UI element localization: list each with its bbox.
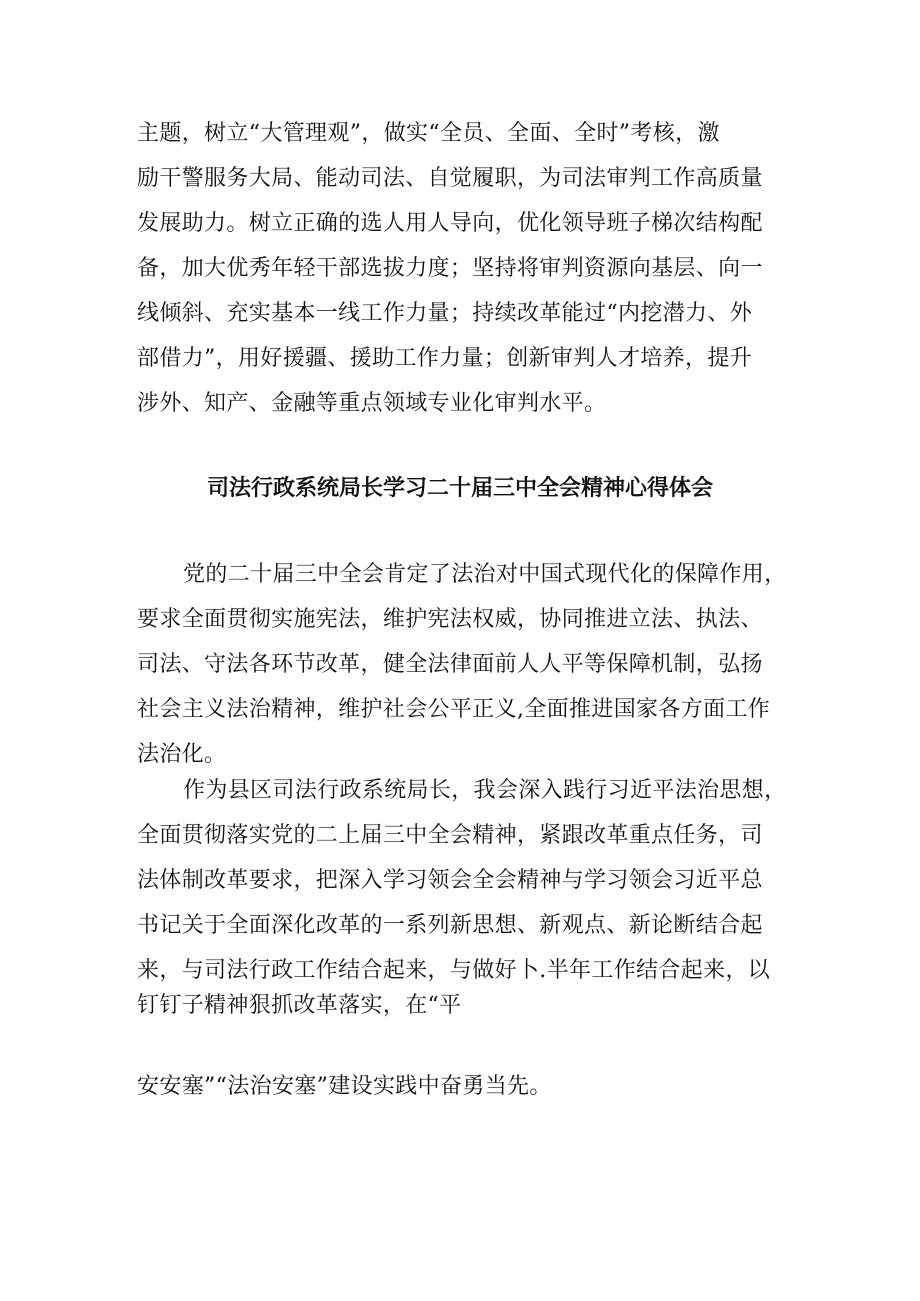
paragraph-1-line-2: 要求全面贯彻实施宪法，维护宪法权威，协同推进立法、执法、 xyxy=(137,607,763,632)
continuation-line-1: 主题，树立“大管理观”，做实“全员、全面、全时”考核，激 xyxy=(137,121,720,146)
paragraph-1-line-1: 党的二十届三中全会肯定了法治对中国式现代化的保障作用， xyxy=(183,562,787,587)
paragraph-1-line-3: 司法、守法各环节改革，健全法律面前人人平等保障机制，弘扬 xyxy=(137,652,763,677)
continuation-line-5: 线倾斜、充实基本一线工作力量；持续改革能过“内挖潜力、外 xyxy=(137,301,753,326)
continuation-line-7: 涉外、知产、金融等重点领域专业化审判水平。 xyxy=(137,391,607,416)
paragraph-1-line-4: 社会主义法治精神，维护社会公平正义,全面推进国家各方面工作 xyxy=(137,697,771,722)
paragraph-2-line-2: 全面贯彻落实党的二上届三中全会精神，紧跟改革重点任务，司 xyxy=(137,823,763,848)
continuation-line-6: 部借力”，用好援疆、援助工作力量；创新审判人才培养，提升 xyxy=(137,346,753,371)
paragraph-2-line-4: 书记关于全面深化改革的一系列新思想、新观点、新论断结合起 xyxy=(137,913,763,938)
section-heading: 司法行政系统局长学习二十届三中全会精神心得体会 xyxy=(206,476,713,501)
paragraph-2-tail-line: 安安塞”“法治安塞”建设实践中奋勇当先。 xyxy=(137,1074,552,1099)
continuation-line-2: 励干警服务大局、能动司法、自觉履职，为司法审判工作高质量 xyxy=(137,166,763,191)
paragraph-2-line-3: 法体制改革要求，把深入学习领会全会精神与学习领会习近平总 xyxy=(137,868,763,893)
paragraph-2-line-6: 钉钉子精神狠抓改革落实，在“平 xyxy=(137,993,462,1018)
continuation-line-4: 备，加大优秀年轻干部选拔力度；坚持将审判资源向基层、向一 xyxy=(137,256,763,281)
paragraph-2-line-1: 作为县区司法行政系统局长，我会深入践行习近平法治思想， xyxy=(183,778,787,803)
continuation-line-3: 发展助力。树立正确的选人用人导向，优化领导班子梯次结构配 xyxy=(137,211,763,236)
paragraph-2-line-5: 来，与司法行政工作结合起来，与做好卜.半年工作结合起来，以 xyxy=(137,958,771,983)
paragraph-1-line-5: 法治化。 xyxy=(137,742,227,767)
